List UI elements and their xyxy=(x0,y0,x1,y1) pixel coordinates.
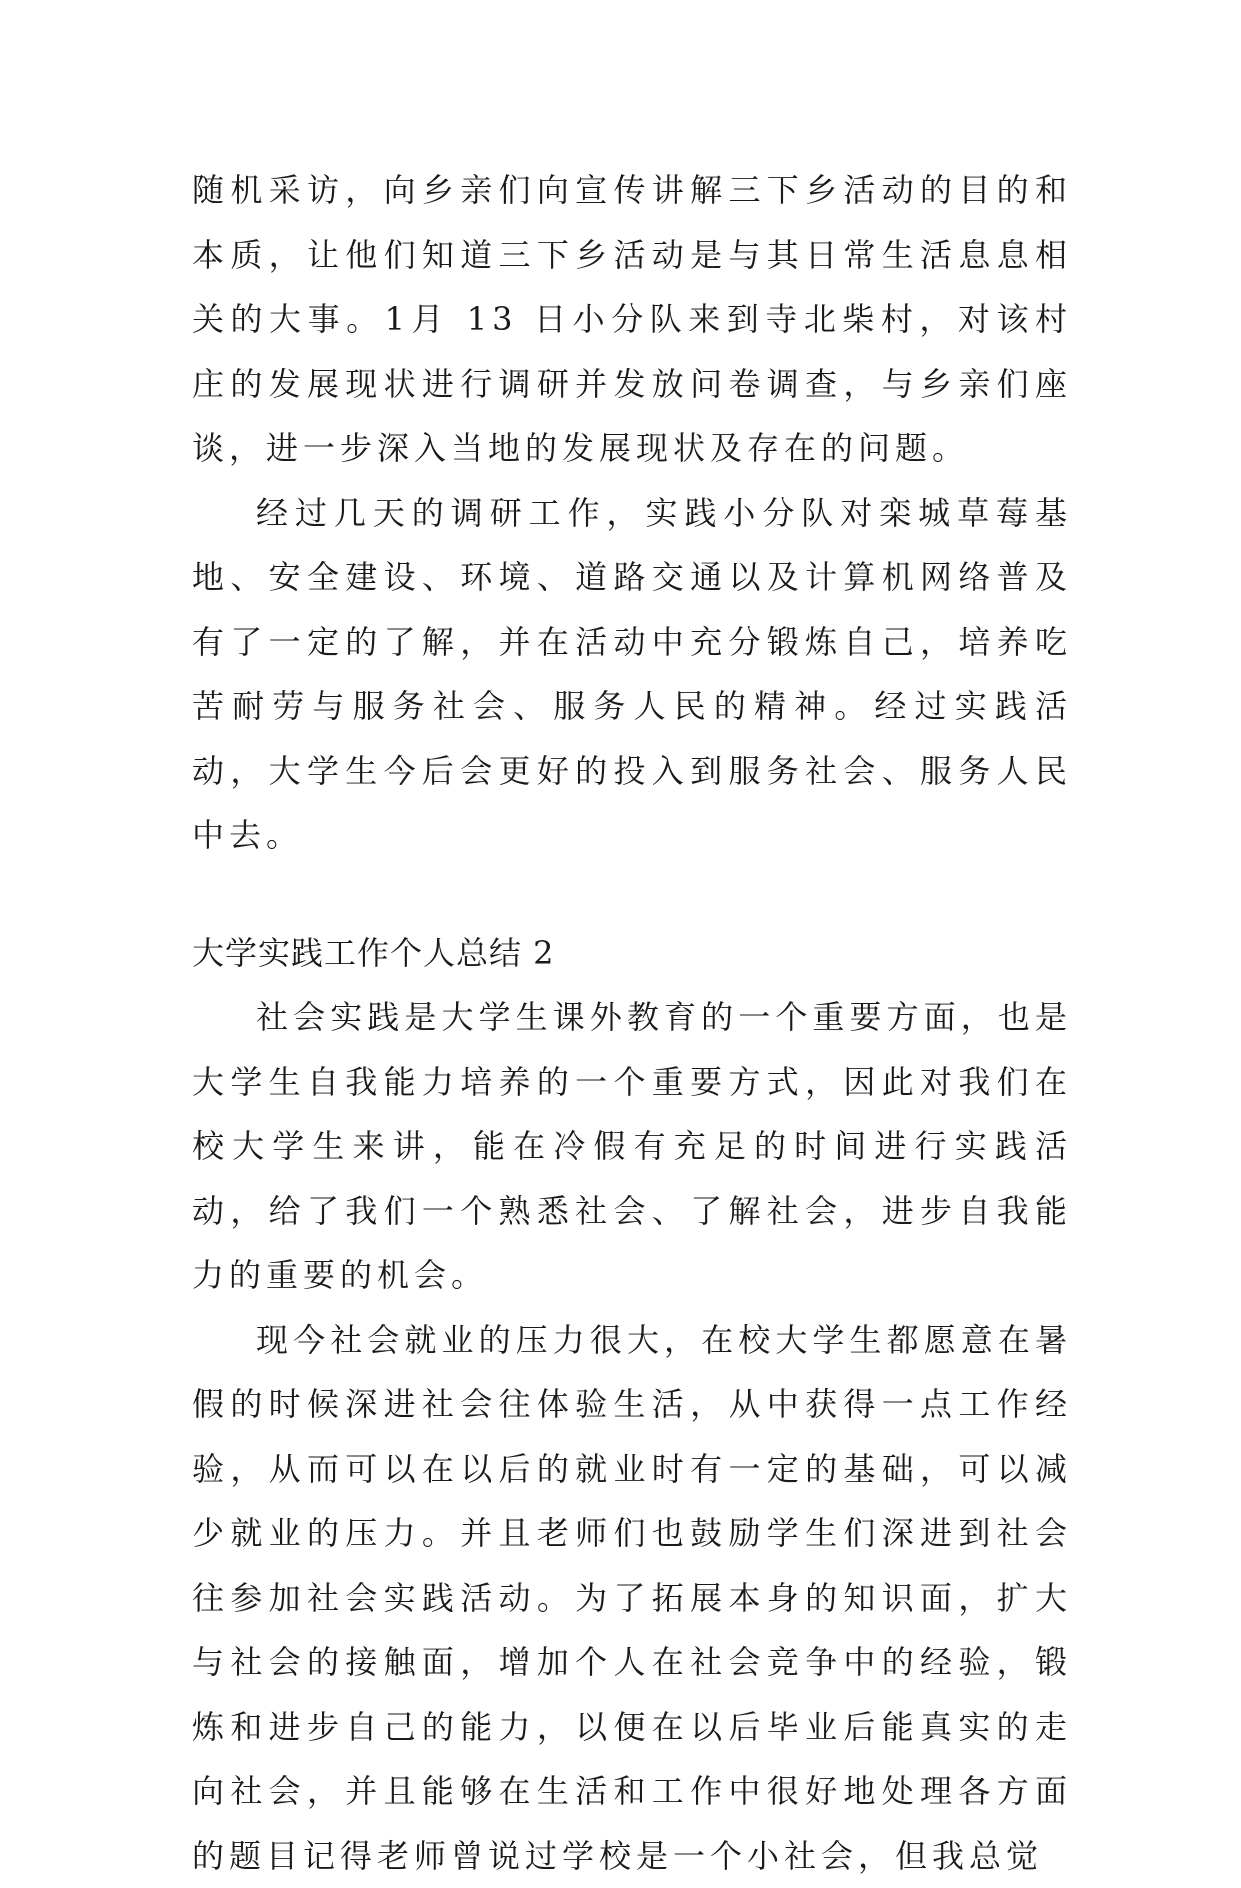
paragraph-employment-pressure: 现今社会就业的压力很大，在校大学生都愿意在暑假的时候深进社会往体验生活，从中获得一点工作经验，从而可以在以后的就业时有一定的基础，可以减少就业的压力。并且老师们也鼓励学生们深进到社会往参加社会实践活动。为了拓展本身的知识面，扩大与社会的接触面，增加个人在社会竞争中的经验，锻炼和进步自己的能力，以便在以后毕业后能真实的走向社会，并且能够在生活和工作中很好地处理各方面的题目记得老师曾说过学校是一个小社会，但我总觉 xyxy=(192,1308,1072,1888)
document-body xyxy=(192,158,1072,1888)
paragraph-research-summary: 经过几天的调研工作，实践小分队对栾城草莓基地、安全建设、环境、道路交通以及计算机网络普及有了一定的了解，并在活动中充分锻炼自己，培养吃苦耐劳与服务社会、服务人民的精神。经过实践活动，大学生今后会更好的投入到服务社会、服务人民中去。 xyxy=(192,481,1072,868)
section-title: 大学实践工作个人总结 2 xyxy=(192,921,1072,986)
paragraph-social-practice: 社会实践是大学生课外教育的一个重要方面，也是大学生自我能力培养的一个重要方式，因此对我们在校大学生来讲，能在冷假有充足的时间进行实践活动，给了我们一个熟悉社会、了解社会，进步自我能力的重要的机会。 xyxy=(192,985,1072,1308)
paragraph-continued: 随机采访，向乡亲们向宣传讲解三下乡活动的目的和本质，让他们知道三下乡活动是与其日常生活息息相关的大事。1月 13 日小分队来到寺北柴村，对该村庄的发展现状进行调研并发放问卷调查，与乡亲们座谈，进一步深入当地的发展现状及存在的问题。 xyxy=(192,158,1072,481)
